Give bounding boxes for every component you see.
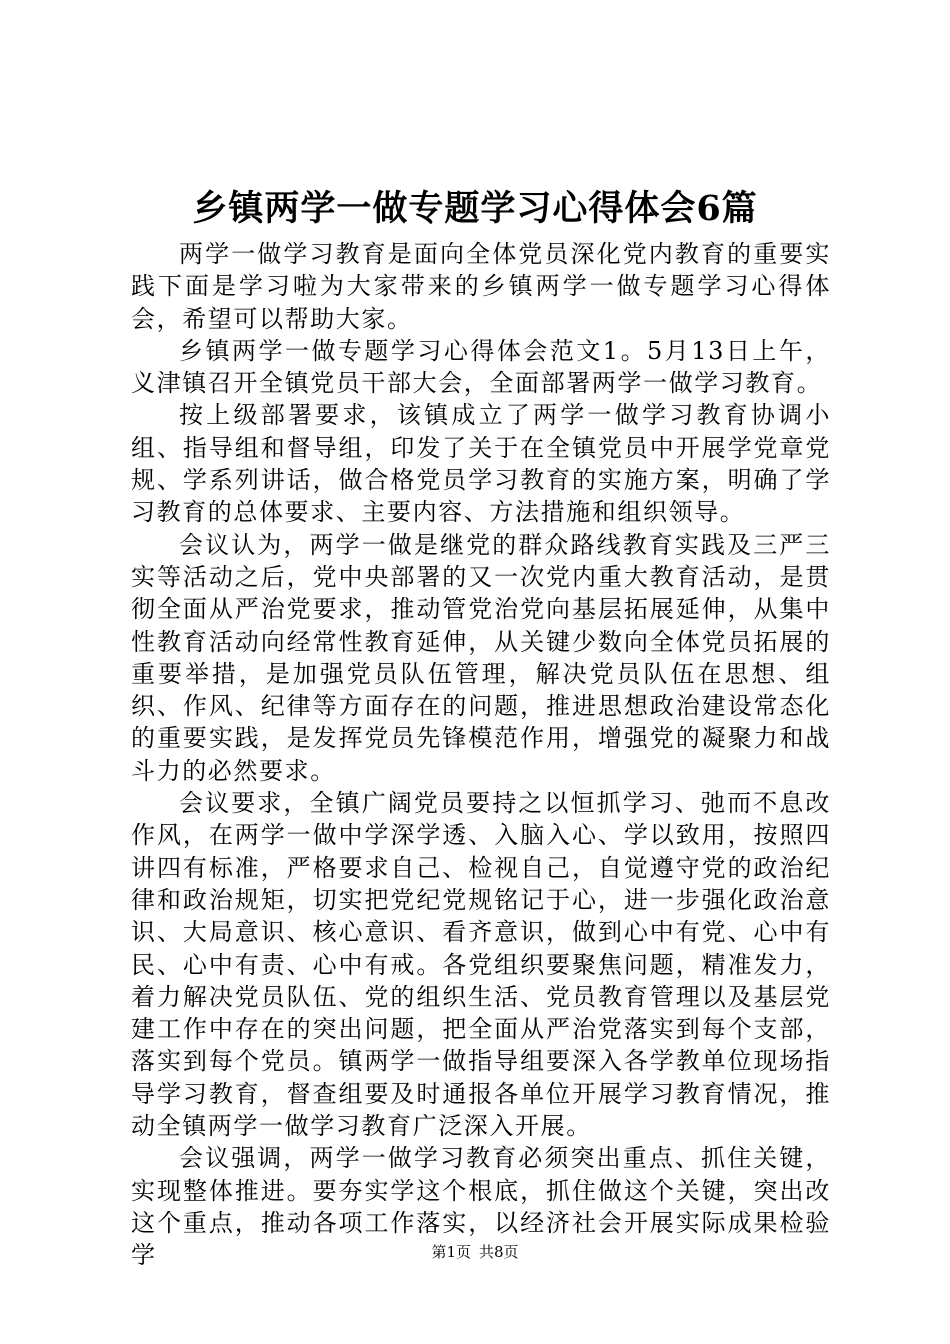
page-footer xyxy=(0,1242,950,1262)
page-number-current: 第1页 xyxy=(431,1243,471,1261)
paragraph-deployment: 按上级部署要求，该镇成立了两学一做学习教育协调小组、指导组和督导组，印发了关于在全镇党员中开展学党章党规、学系列讲话，做合格党员学习教育的实施方案，明确了学习教育的总体要求、主要内容、方法措施和组织领导。 xyxy=(131,401,831,527)
paragraph-meeting-emphasis: 会议强调，两学一做学习教育必须突出重点、抓住关键，实现整体推进。要夯实学这个根底，抓住做这个关键，突出改这个重点，推动各项工作落实，以经济社会开展实际成果检验学 xyxy=(131,1144,831,1270)
document-body xyxy=(131,238,831,1272)
paragraph-meeting-requirements: 会议要求，全镇广阔党员要持之以恒抓学习、弛而不息改作风，在两学一做中学深学透、入脑入心、学以致用，按照四讲四有标准，严格要求自己、检视自己，自觉遵守党的政治纪律和政治规矩，切实把党纪党规铭记于心，进一步强化政治意识、大局意识、核心意识、看齐意识，做到心中有党、心中有民、心中有责、心中有戒。各党组织要聚焦问题，精准发力，着力解决党员队伍、党的组织生活、党员教育管理以及基层党建工作中存在的突出问题，把全面从严治党落实到每个支部，落实到每个党员。镇两学一做指导组要深入各学教单位现场指导学习教育，督查组要及时通报各单位开展学习教育情况，推动全镇两学一做学习教育广泛深入开展。 xyxy=(131,789,831,1141)
paragraph-sample-1: 乡镇两学一做专题学习心得体会范文1。5月13日上午，义津镇召开全镇党员干部大会，全面部署两学一做学习教育。 xyxy=(131,336,831,398)
document-title: 乡镇两学一做专题学习心得体会6篇 xyxy=(192,188,758,229)
paragraph-intro: 两学一做学习教育是面向全体党员深化党内教育的重要实践下面是学习啦为大家带来的乡镇两学一做专题学习心得体会，希望可以帮助大家。 xyxy=(131,240,831,333)
paragraph-meeting-view: 会议认为，两学一做是继党的群众路线教育实践及三严三实等活动之后，党中央部署的又一次党内重大教育活动，是贯彻全面从严治党要求，推动管党治党向基层拓展延伸，从集中性教育活动向经常性教育延伸，从关键少数向全体党员拓展的重要举措，是加强党员队伍管理，解决党员队伍在思想、组织、作风、纪律等方面存在的问题，推进思想政治建设常态化的重要实践，是发挥党员先锋模范作用，增强党的凝聚力和战斗力的必然要求。 xyxy=(131,530,831,785)
page-number-total: 共8页 xyxy=(479,1243,519,1261)
